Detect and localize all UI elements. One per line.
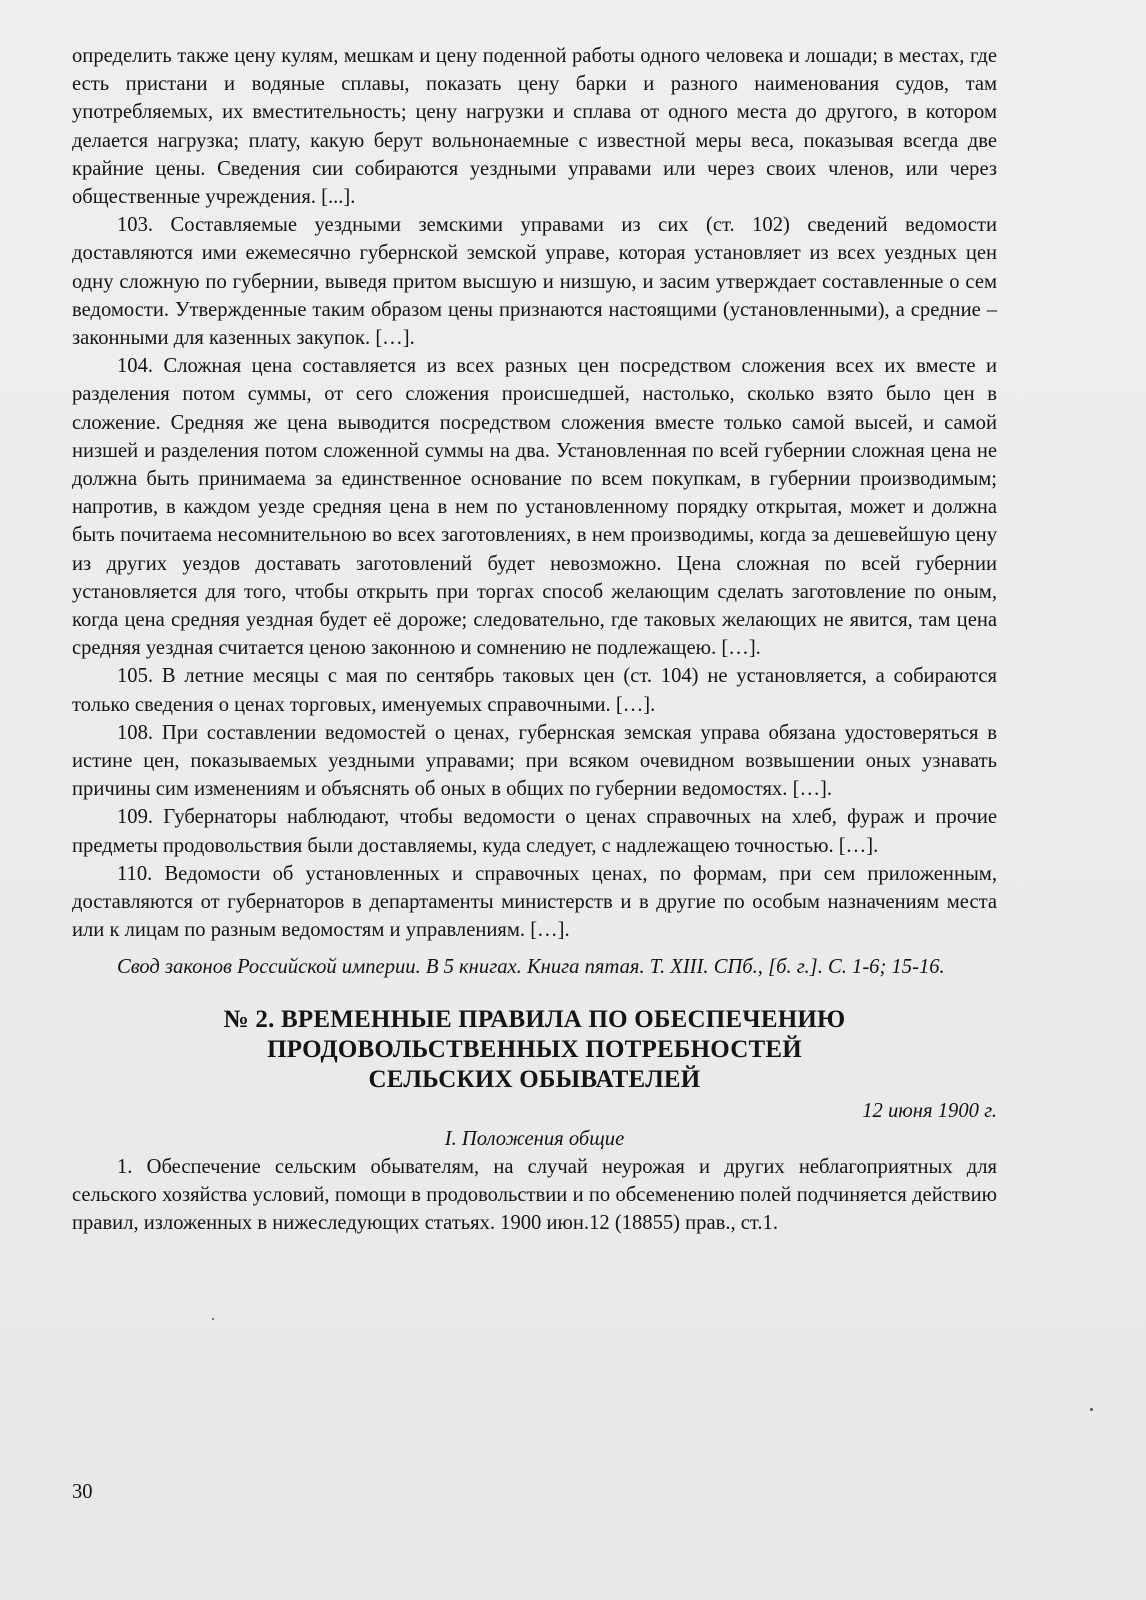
source-citation: Свод законов Российской империи. В 5 книгах. Книга пятая. Т. XIII. СПб., [б. г.]. С. 1-6; 15-16. (117, 955, 945, 978)
paragraph-continuation: определить также цену кулям, мешкам и цену поденной работы одного человека и лошади; в местах, где есть пристани и водяные сплавы, показать цену барки и разного наименования судов, там употребляемых, их вместительность; цену нагрузки и сплава от одного места до другого, в котором делается нагрузка; плату, какую берут вольнонаемные с известной меры веса, показывая всегда две крайние цены. Сведения сии собираются уездными управами или через своих членов, или через общественные учреждения. [...]. (72, 45, 997, 209)
article-105: 105. В летние месяцы с мая по сентябрь таковых цен (ст. 104) не установляется, а собираются только сведения о ценах торговых, именуемых справочными. […]. (72, 665, 997, 716)
speck-mark (1090, 1408, 1093, 1411)
page-number: 30 (72, 1481, 93, 1503)
section-title: I. Положения общие (444, 1127, 625, 1150)
article-108: 108. При составлении ведомостей о ценах, губернская земская управа обязана удостоверяться в истине цен, показываемых уездными управами; при всяком очевидном возвышении оных узнавать причины сим изменениям и объяснять об оных в общих по губернии ведомостях. […]. (72, 721, 997, 801)
document-title-line-3: СЕЛЬСКИХ ОБЫВАТЕЛЕЙ (368, 1065, 701, 1093)
document-title (72, 1005, 997, 1095)
speck-mark (212, 1318, 214, 1320)
document-title-line-2: ПРОДОВОЛЬСТВЕННЫХ ПОТРЕБНОСТЕЙ (267, 1035, 802, 1063)
article-103: 103. Составляемые уездными земскими управами из сих (ст. 102) сведений ведомости доставляются ими ежемесячно губернской земской управе, которая установляет из всех уездных цен одну сложную по губернии, выведя притом высшую и низшую, и засим утверждает составленные о сем ведомости. Утвержденные таким образом цены признаются настоящими (установленными), а средние – законными для казенных закупок. […]. (72, 214, 997, 350)
article-104: 104. Сложная цена составляется из всех разных цен посредством сложения всех их вместе и разделения потом суммы, от сего сложения происшедшей, настолько, сколько взято было цен в сложение. Средняя же цена выводится посредством сложения вместе только самой высей, и самой низшей и разделения потом сложенной суммы на два. Установленная по всей губернии сложная цена не должна быть принимаема за единственное основание по всем покупкам, в губернии производимым; напротив, в каждом уезде средняя цена в нем по установленному порядку открытая, может и должна быть почитаема несомнительною во всех заготовлениях, в нем производимы, когда за дешевейшую цену из других уездов доставать заготовлений будет невозможно. Цена сложная по всей губернии установляется для того, чтобы открыть при торгах способ желающим сделать заготовление по оным, когда цена средняя уездная будет её дороже; следовательно, где таковых желающих не явится, там цена средняя уездная считается ценою законною и сомнению не подлежащею. […]. (72, 355, 997, 660)
article-110: 110. Ведомости об установленных и справочных ценах, по формам, при сем приложенным, доставляются от губернаторов в департаменты министерств и в другие по особым назначениям места или к лицам по разным ведомостям и управлениям. […]. (72, 862, 997, 942)
article-109: 109. Губернаторы наблюдают, чтобы ведомости о ценах справочных на хлеб, фураж и прочие предметы продовольствия были доставляемы, куда следует, с надлежащею точностью. […]. (72, 806, 997, 857)
article-1: 1. Обеспечение сельским обывателям, на случай неурожая и других неблагоприятных для сельского хозяйства условий, помощи в продовольствии и по обсеменению полей подчиняется действию правил, изложенных в нижеследующих статьях. 1900 июн.12 (18855) прав., ст.1. (72, 1155, 997, 1235)
document-date: 12 июня 1900 г. (862, 1099, 997, 1122)
page-content (72, 42, 997, 1237)
document-title-line-1: № 2. ВРЕМЕННЫЕ ПРАВИЛА ПО ОБЕСПЕЧЕНИЮ (223, 1005, 846, 1033)
